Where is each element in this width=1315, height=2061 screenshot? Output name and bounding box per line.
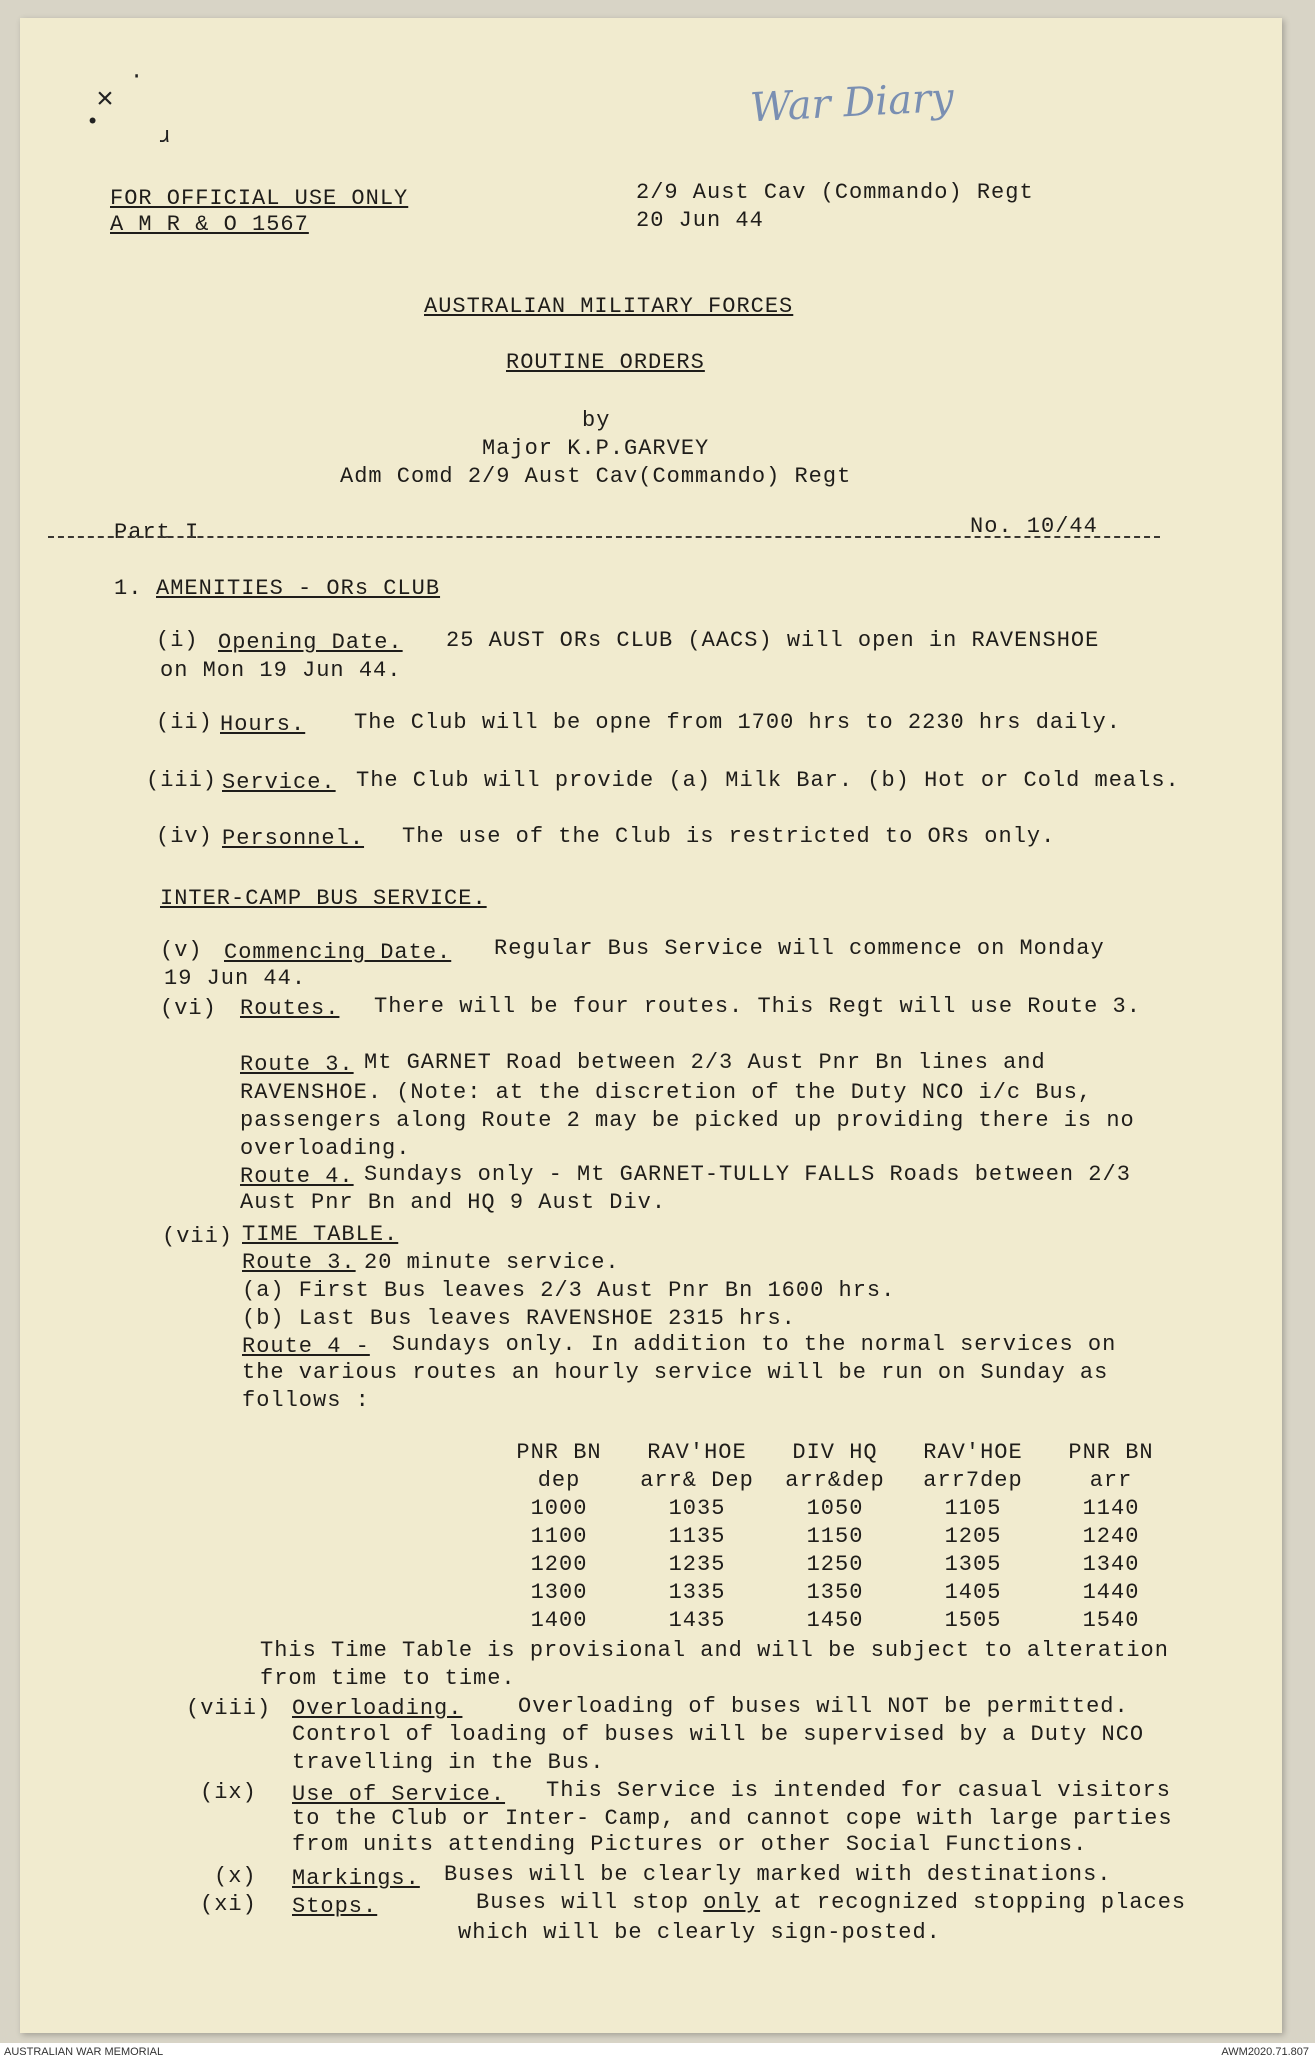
section-1-number: 1. [114, 576, 143, 601]
route-4-title: Route 4. [240, 1164, 354, 1189]
para-iv-title: Personnel. [222, 826, 365, 851]
route-3-text: Mt GARNET Road between 2/3 Aust Pnr Bn lines and [364, 1050, 1046, 1075]
table-cell: 1340 [1082, 1551, 1140, 1577]
column-subheader: dep [537, 1467, 581, 1493]
route-3-title: Route 3. [240, 1052, 354, 1077]
table-row [490, 1494, 1180, 1522]
bus-timetable [490, 1438, 1180, 1634]
para-viii-title: Overloading. [292, 1696, 463, 1721]
archive-reference: AWM2020.71.807 [1221, 2046, 1309, 2058]
para-v-number: (v) [160, 938, 203, 963]
ink-mark: • [86, 110, 100, 135]
para-iii-text: The Club will provide (a) Milk Bar. (b) Hot or Cold meals. [356, 768, 1180, 793]
timetable-route-3-text: 20 minute service. [364, 1250, 620, 1275]
para-ix-title: Use of Service. [292, 1782, 506, 1807]
officer-name: Major K.P.GARVEY [482, 436, 710, 461]
table-cell: 1050 [806, 1495, 864, 1521]
column-subheader: arr&dep [785, 1467, 885, 1493]
table-cell: 1200 [530, 1551, 588, 1577]
para-i-title: Opening Date. [218, 630, 403, 655]
table-cell: 1305 [944, 1551, 1002, 1577]
column-subheader: arr7dep [923, 1467, 1023, 1493]
table-cell: 1250 [806, 1551, 864, 1577]
table-cell: 1105 [944, 1495, 1002, 1521]
para-ix-text: This Service is intended for casual visitors [546, 1778, 1171, 1803]
para-iii-number: (iii) [146, 768, 218, 793]
para-viii-text: Control of loading of buses will be supervised by a Duty NCO [292, 1722, 1145, 1747]
table-cell: 1240 [1082, 1523, 1140, 1549]
para-ix-text: to the Club or Inter- Camp, and cannot cope with large parties [292, 1806, 1173, 1831]
route-3-text: RAVENSHOE. (Note: at the discretion of the Duty NCO i/c Bus, [240, 1080, 1093, 1105]
para-i-number: (i) [156, 628, 199, 653]
form-reference: A M R & O 1567 [110, 212, 309, 237]
para-x-number: (x) [214, 1864, 257, 1889]
para-x-text: Buses will be clearly marked with destinations. [444, 1862, 1112, 1887]
title-forces: AUSTRALIAN MILITARY FORCES [424, 294, 794, 319]
para-i-text: on Mon 19 Jun 44. [160, 658, 402, 683]
section-divider [48, 536, 1160, 538]
table-cell: 1350 [806, 1579, 864, 1605]
para-ix-number: (ix) [200, 1780, 257, 1805]
part-label: Part I [114, 520, 200, 545]
table-cell: 1135 [668, 1523, 726, 1549]
column-header: PNR BN [1068, 1439, 1154, 1465]
para-xi-text-part: Buses will stop [476, 1890, 690, 1915]
para-x-title: Markings. [292, 1866, 420, 1891]
column-header: RAV'HOE [923, 1439, 1023, 1465]
timetable-note: from time to time. [260, 1666, 516, 1691]
archive-footer [0, 2043, 1315, 2061]
table-cell: 1150 [806, 1523, 864, 1549]
route-4-text: Aust Pnr Bn and HQ 9 Aust Div. [240, 1190, 667, 1215]
table-cell: 1405 [944, 1579, 1002, 1605]
para-v-text: Regular Bus Service will commence on Monday [494, 936, 1105, 961]
para-vii-number: (vii) [162, 1224, 234, 1249]
table-cell: 1540 [1082, 1607, 1140, 1633]
column-header: PNR BN [516, 1439, 602, 1465]
title-by: by [582, 408, 611, 433]
table-cell: 1300 [530, 1579, 588, 1605]
para-vi-number: (vi) [160, 996, 217, 1021]
table-cell: 1100 [530, 1523, 588, 1549]
timetable-item-b: (b) Last Bus leaves RAVENSHOE 2315 hrs. [242, 1306, 796, 1331]
column-header: RAV'HOE [647, 1439, 747, 1465]
archive-name: AUSTRALIAN WAR MEMORIAL [4, 2046, 164, 2058]
table-cell: 1505 [944, 1607, 1002, 1633]
table-cell: 1140 [1082, 1495, 1140, 1521]
document-date: 20 Jun 44 [636, 208, 764, 233]
table-cell: 1205 [944, 1523, 1002, 1549]
handwritten-annotation: War Diary [748, 74, 955, 132]
table-cell: 1400 [530, 1607, 588, 1633]
para-ii-title: Hours. [220, 712, 306, 737]
para-iv-number: (iv) [156, 824, 213, 849]
para-xi-emphasis: only [703, 1890, 761, 1915]
para-xi-text: which will be clearly sign-posted. [458, 1920, 941, 1945]
table-cell: 1450 [806, 1607, 864, 1633]
section-1-heading: AMENITIES - ORs CLUB [156, 576, 441, 601]
column-subheader: arr& Dep [640, 1467, 754, 1493]
route-4-text: Sundays only - Mt GARNET-TULLY FALLS Roads between 2/3 [364, 1162, 1131, 1187]
para-viii-text: travelling in the Bus. [292, 1750, 605, 1775]
section-2-heading: INTER-CAMP BUS SERVICE. [160, 886, 487, 911]
para-vii-title: TIME TABLE. [242, 1222, 399, 1247]
para-v-title: Commencing Date. [224, 940, 452, 965]
order-number: No. 10/44 [970, 514, 1098, 539]
column-header: DIV HQ [792, 1439, 878, 1465]
timetable-route-4-text: the various routes an hourly service will be run on Sunday as [242, 1360, 1109, 1385]
para-xi-number: (xi) [200, 1892, 257, 1917]
timetable-route-4-text: follows : [242, 1388, 370, 1413]
ink-mark: × [96, 84, 115, 118]
timetable-item-a: (a) First Bus leaves 2/3 Aust Pnr Bn 1600 hrs. [242, 1278, 896, 1303]
title-routine-orders: ROUTINE ORDERS [506, 350, 705, 375]
table-row [490, 1550, 1180, 1578]
table-cell: 1235 [668, 1551, 726, 1577]
table-cell: 1435 [668, 1607, 726, 1633]
ink-mark: · [130, 64, 144, 89]
timetable-subheader-row [490, 1466, 1180, 1494]
timetable-route-3-title: Route 3. [242, 1250, 356, 1275]
para-xi-text-part: at recognized stopping places [774, 1890, 1187, 1915]
route-3-text: passengers along Route 2 may be picked up providing there is no [240, 1108, 1135, 1133]
timetable-table [490, 1438, 1180, 1634]
table-cell: 1035 [668, 1495, 726, 1521]
para-iii-title: Service. [222, 770, 336, 795]
route-3-text: overloading. [240, 1136, 411, 1161]
table-cell: 1440 [1082, 1579, 1140, 1605]
officer-appointment: Adm Comd 2/9 Aust Cav(Commando) Regt [340, 464, 852, 489]
para-i-text: 25 AUST ORs CLUB (AACS) will open in RAVENSHOE [446, 628, 1100, 653]
timetable-route-4-text: Sundays only. In addition to the normal services on [392, 1332, 1117, 1357]
para-xi-text [476, 1890, 1186, 1916]
para-viii-text: Overloading of buses will NOT be permitted. [518, 1694, 1129, 1719]
para-vi-title: Routes. [240, 996, 340, 1021]
table-cell: 1335 [668, 1579, 726, 1605]
timetable-route-4-title: Route 4 - [242, 1334, 370, 1359]
para-xi-title: Stops. [292, 1894, 378, 1919]
table-row [490, 1606, 1180, 1634]
para-iv-text: The use of the Club is restricted to ORs only. [402, 824, 1056, 849]
para-ii-number: (ii) [156, 710, 213, 735]
table-row [490, 1522, 1180, 1550]
table-cell: 1000 [530, 1495, 588, 1521]
classification-line: FOR OFFICIAL USE ONLY [110, 186, 409, 211]
column-subheader: arr [1089, 1467, 1133, 1493]
para-vi-text: There will be four routes. This Regt will use Route 3. [374, 994, 1141, 1019]
timetable-header-row [490, 1438, 1180, 1466]
ink-mark: ɹ [158, 124, 172, 149]
table-row [490, 1578, 1180, 1606]
para-ix-text: from units attending Pictures or other Social Functions. [292, 1832, 1088, 1857]
timetable-note: This Time Table is provisional and will be subject to alteration [260, 1638, 1169, 1663]
para-ii-text: The Club will be opne from 1700 hrs to 2230 hrs daily. [354, 710, 1121, 735]
para-viii-number: (viii) [186, 1696, 272, 1721]
unit-name: 2/9 Aust Cav (Commando) Regt [636, 180, 1034, 205]
para-v-text: 19 Jun 44. [164, 966, 307, 991]
